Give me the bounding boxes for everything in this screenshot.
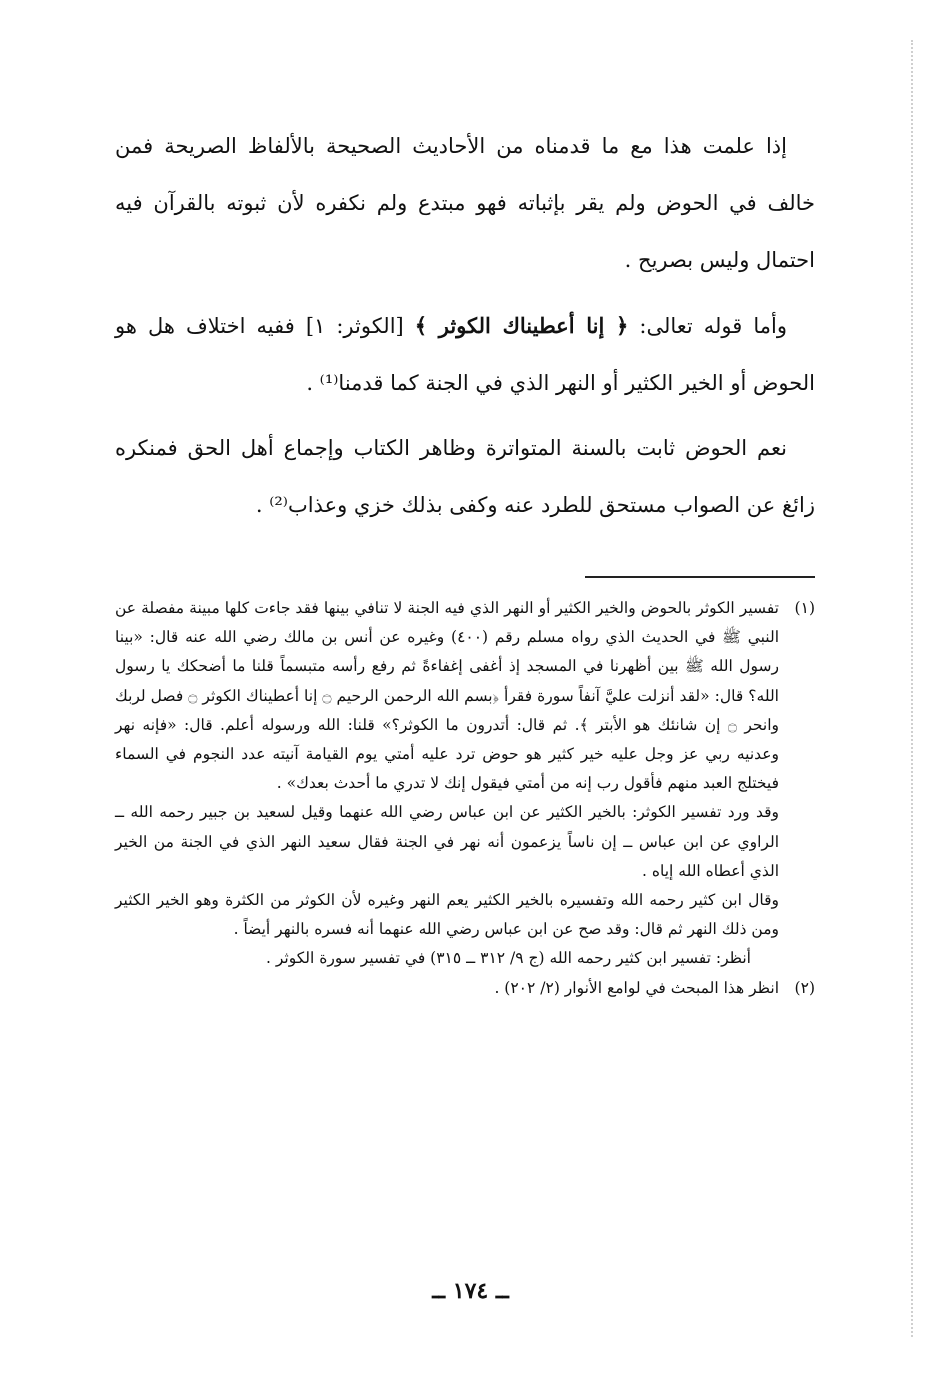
footnote-1-paragraph-3: وقال ابن كثير رحمه الله وتفسيره بالخير الكثير يعم النهر وغيره لأن الكوثر من الكثرة وهو الخير الكثير ومن ذلك النهر ثم قال: وقد صح عن ابن عباس رضي الله عنهما أنه فسره بالنهر أيضاً . [115, 891, 779, 939]
footnote-1 [115, 594, 815, 974]
quran-verse: ﴿ إنا أعطيناك الكوثر ﴾ [414, 313, 629, 338]
footnotes-section [115, 594, 815, 1003]
paragraph-2-start: وأما قوله تعالى: [628, 314, 787, 338]
footnote-2-number: (٢) [794, 978, 815, 997]
footnote-1-number: (١) [794, 599, 815, 617]
paragraph-2-end: [الكوثر: ١] ففيه اختلاف هل هو الحوض أو الخير الكثير أو النهر الذي في الجنة كما قدمنا⁽¹⁾ . [115, 314, 815, 395]
main-paragraph-1: إذا علمت هذا مع ما قدمناه من الأحاديث الصحيحة بالألفاظ الصريحة فمن خالف في الحوض ولم يقر بإثباته فهو مبتدع ولم نكفره لأن ثبوته بالقرآن فيه احتمال وليس بصريح . [115, 134, 815, 272]
main-text-body [115, 118, 815, 542]
main-paragraph-3: نعم الحوض ثابت بالسنة المتواترة وظاهر الكتاب وإجماع أهل الحق فمنكره زائغ عن الصواب مستحق للطرد عنه وكفى بذلك خزي وعذاب⁽²⁾ . [115, 436, 815, 517]
footnote-separator [585, 576, 815, 578]
footnote-2 [115, 974, 815, 1003]
footnote-2-body [115, 974, 779, 1003]
footnote-1-body [115, 594, 779, 974]
footnote-1-paragraph-2: وقد ورد تفسير الكوثر: بالخير الكثير عن ابن عباس رضي الله عنهما وقيل لسعيد بن جبير رحمه الله ــ الراوي عن ابن عباس ــ إن ناساً يزعمون أنه نهر في الجنة فقال سعيد النهر الذي في الجنة من الخير الذي أعطاه الله إياه . [115, 803, 779, 880]
footnote-2-text: انظر هذا المبحث في لوامع الأنوار (٢/ ٢٠٢) . [494, 978, 779, 997]
page-number: ــ ١٧٤ ــ [432, 1278, 509, 1304]
scan-edge [911, 40, 913, 1337]
footnote-1-paragraph-1: تفسير الكوثر بالحوض والخير الكثير أو النهر الذي فيه الجنة لا تنافي بينها فقد جاءت كلها مبينة مفصلة عن النبي ﷺ في الحديث الذي رواه مسلم رقم (٤٠٠) وغيره عن أنس بن مالك رضي الله عنه قال: «بينا رسول الله ﷺ بين أظهرنا في المسجد إذ أغفى إغفاءةً ثم رفع رأسه متبسماً قلنا ما أضحكك يا رسول الله؟ قال: «لقد أنزلت عليَّ آنفاً سورة فقرأ ﴿بسم الله الرحمن الرحيم ۝ إنا أعطيناك الكوثر ۝ فصل لربك وانحر ۝ إن شانئك هو الأبتر ﴾. ثم قال: أتدرون ما الكوثر؟» قلنا: الله ورسوله أعلم. قال: «فإنه نهر وعدنيه ربي عز وجل عليه خير كثير هو حوض ترد عليه أمتي يوم القيامة آنيته عدد النجوم في السماء فيختلج العبد منهم فأقول رب إنه من أمتي فيقول إنك لا تدري ما أحدث بعدك» . [115, 599, 780, 793]
footnote-1-reference: أنظر: تفسير ابن كثير رحمه الله (ج ٩/ ٣١٢ ــ ٣١٥) في تفسير سورة الكوثر . [266, 949, 751, 968]
main-paragraph-2 [115, 297, 815, 412]
